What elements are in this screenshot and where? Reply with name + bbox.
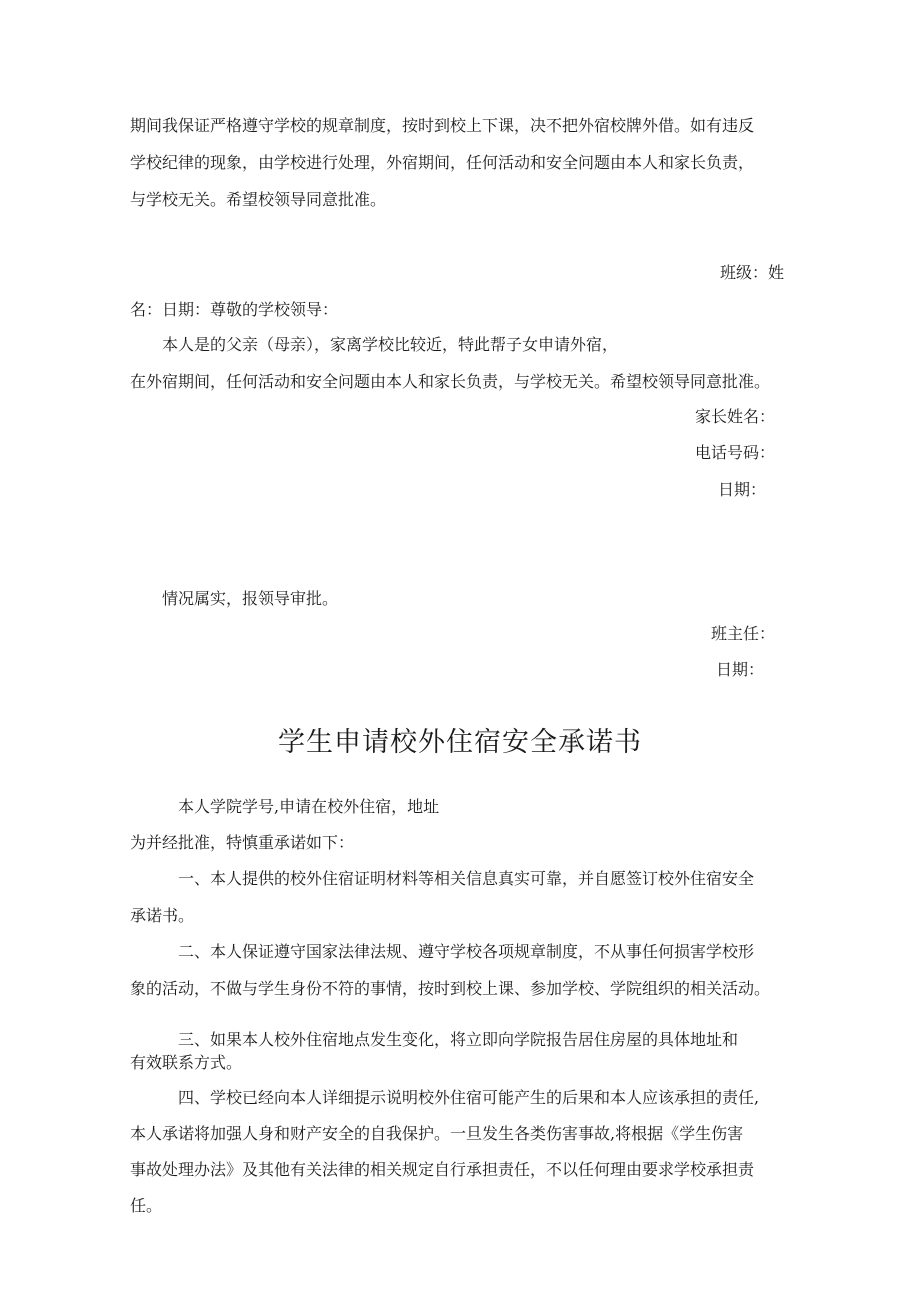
pledge-item-4: 四、学校已经向本人详细提示说明校外住宿可能产生的后果和本人应该承担的责任, xyxy=(178,1088,760,1107)
pledge-item-1: 一、本人提供的校外住宿证明材料等相关信息真实可靠，并自愿签订校外住宿安全 xyxy=(178,869,755,888)
pledge-item-4-cont: 事故处理办法》及其他有关法律的相关规定自行承担责任，不以任何理由要求学校承担责 xyxy=(130,1160,755,1179)
paragraph-line: 学校纪律的现象，由学校进行处理，外宿期间，任何活动和安全问题由本人和家长负责， xyxy=(130,153,755,172)
head-teacher-label: 班主任： xyxy=(711,624,776,643)
pledge-item-2-cont: 象的活动，不做与学生身份不符的事情，按时到校上课、参加学校、学院组织的相关活动。 xyxy=(130,979,771,998)
pledge-item-3-cont: 有效联系方式。 xyxy=(130,1053,243,1072)
teacher-note: 情况属实，报领导审批。 xyxy=(162,589,339,608)
pledge-item-1-cont: 承诺书。 xyxy=(130,906,195,925)
pledge-intro-line: 本人学院学号,申请在校外住宿，地址 xyxy=(178,797,440,816)
parent-letter-line: 在外宿期间，任何活动和安全问题由本人和家长负责，与学校无关。希望校领导同意批准。 xyxy=(130,372,771,391)
pledge-intro-line: 为并经批准，特慎重承诺如下： xyxy=(130,833,355,852)
parent-name-label: 家长姓名： xyxy=(695,407,776,426)
parent-date-label: 日期： xyxy=(718,480,767,499)
parent-letter-line: 本人是的父亲（母亲），家离学校比较近，特此帮子女申请外宿， xyxy=(162,335,619,354)
paragraph-line: 与学校无关。希望校领导同意批准。 xyxy=(130,190,387,209)
page-title: 学生申请校外住宿安全承诺书 xyxy=(278,727,642,758)
teacher-date-label: 日期： xyxy=(716,660,765,679)
pledge-item-3: 三、如果本人校外住宿地点发生变化，将立即向学院报告居住房屋的具体地址和 xyxy=(178,1030,739,1049)
pledge-item-4-cont: 本人承诺将加强人身和财产安全的自我保护。一旦发生各类伤害事故,将根据《学生伤害 xyxy=(130,1124,744,1143)
paragraph-line: 期间我保证严格遵守学校的规章制度，按时到校上下课，决不把外宿校牌外借。如有违反 xyxy=(130,116,755,135)
name-date-salutation: 名：日期：尊敬的学校领导： xyxy=(130,300,339,319)
pledge-item-4-cont: 任。 xyxy=(130,1196,163,1215)
pledge-item-2: 二、本人保证遵守国家法律法规、遵守学校各项规章制度，不从事任何损害学校形 xyxy=(178,942,755,961)
class-name-label: 班级：姓 xyxy=(720,263,785,282)
phone-label: 电话号码： xyxy=(695,443,776,462)
